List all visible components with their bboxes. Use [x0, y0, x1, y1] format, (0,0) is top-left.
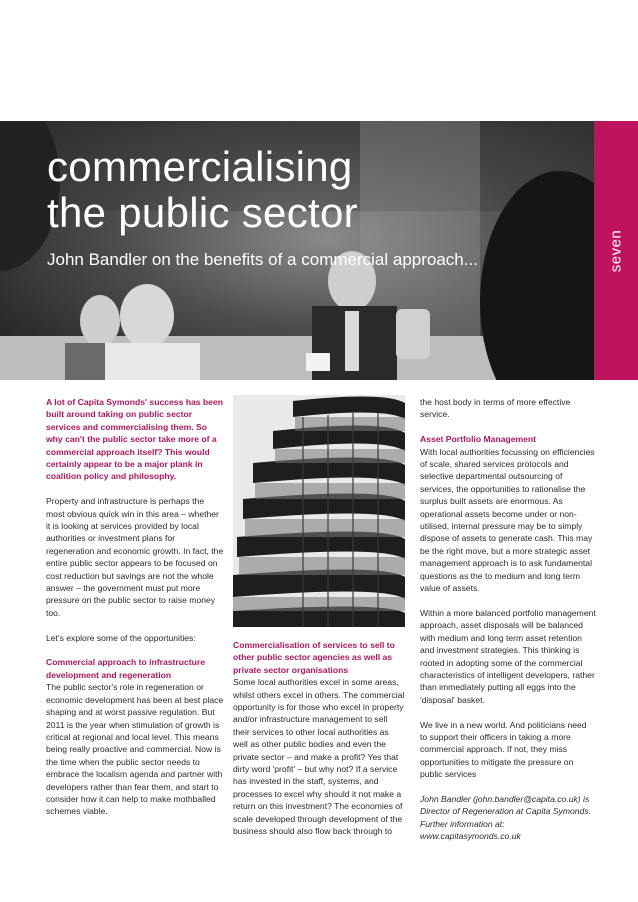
section-heading: Commercial approach to infrastructure development and regeneration [46, 657, 206, 680]
body-paragraph: The public sector's role in regeneration or economic development has been at best place shaping and at worst passive regulation. But 2011 is the year when stimulation of growth is critical at regional and local level. This means being really proactive and commercial. Now is the time when the public sector needs to embrace the localism agenda and partner with developers rather than fear them, and start to consider how it can help to make mothballed schemes viable. [46, 682, 224, 817]
column-3 [420, 396, 596, 855]
section-tab [594, 121, 638, 380]
section-heading: Commercialisation of services to sell to other public sector agencies as well as private sector organisations [233, 640, 395, 675]
author-bio: John Bandler (john.bandler@capita.co.uk) is Director of Regeneration at Capita Symonds. Further information at: www.capitasymonds.co.uk [420, 793, 592, 842]
tower-illustration [233, 395, 405, 627]
column-2 [233, 639, 405, 850]
body-paragraph: Let's explore some of the opportunities: [46, 632, 196, 643]
body-paragraph: Property and infrastructure is perhaps the most obvious quick win in this area – whether it is looking at services provided by local authorities or investment plans for regeneration and economic growth. In fact, the entire public sector appears to be focused on cost reduction but savings are not the whole answer – the government must put more pressure on the public sector to raise money too. [46, 496, 224, 618]
hero-photo [0, 121, 594, 380]
page-subtitle: John Bandler on the benefits of a commercial approach... [47, 250, 478, 269]
body-paragraph: Some local authorities excel in some areas, whilst others excel in others. The commercial opportunity is for those who excel in property and/or infrastructure management to sell their services to other local authorities as well as other public bodies and even the private sector – and make a profit? Yes that dirty word 'profit' – but why not? If a service has invested in the staff, systems, and processes to excel why should it not make a return on this investment? The economies of scale developed through development of the business should also flow back through to [233, 677, 405, 837]
title-line-2: the public sector [47, 189, 358, 236]
title-line-1: commercialising [47, 143, 353, 190]
body-paragraph: the host body in terms of more effective service. [420, 397, 571, 420]
column-1 [46, 396, 224, 830]
lead-paragraph: A lot of Capita Symonds' success has been built around taking on public sector services and commercialising them. So why can't the public sector take more of a commercial approach itself? This would certainly appear to be a major plank in coalition policy and philosophy. [46, 397, 223, 482]
page-title [47, 144, 358, 236]
body-paragraph: We live in a new world. And politicians need to support their officers in taking a more commercial approach. If not, they miss opportunities to mitigate the pressure on public services [420, 719, 587, 780]
building-photo [233, 395, 405, 627]
body-paragraph: Within a more balanced portfolio management approach, asset disposals will be balanced with medium and long term asset retention and investment strategies. This thinking is rooted in adopting some of the commercial characteristics of intelligent developers, rather than immediately putting all eggs into the 'disposal' basket. [420, 607, 596, 705]
body-paragraph: With local authorities focussing on efficiencies of scale, shared services protocols and selective departmental outsourcing of services, the opportunities to rationalise the surplus built assets are enormous. As operational assets become under or non-utilised, internal pressure may be to simply dispose of assets to generate cash. This may be the right move, but a more strategic asset management approach is to ask fundamental questions as the to medium and long term value of assets. [420, 446, 595, 594]
section-heading: Asset Portfolio Management [420, 434, 537, 445]
section-tab-label: seven [607, 229, 625, 273]
